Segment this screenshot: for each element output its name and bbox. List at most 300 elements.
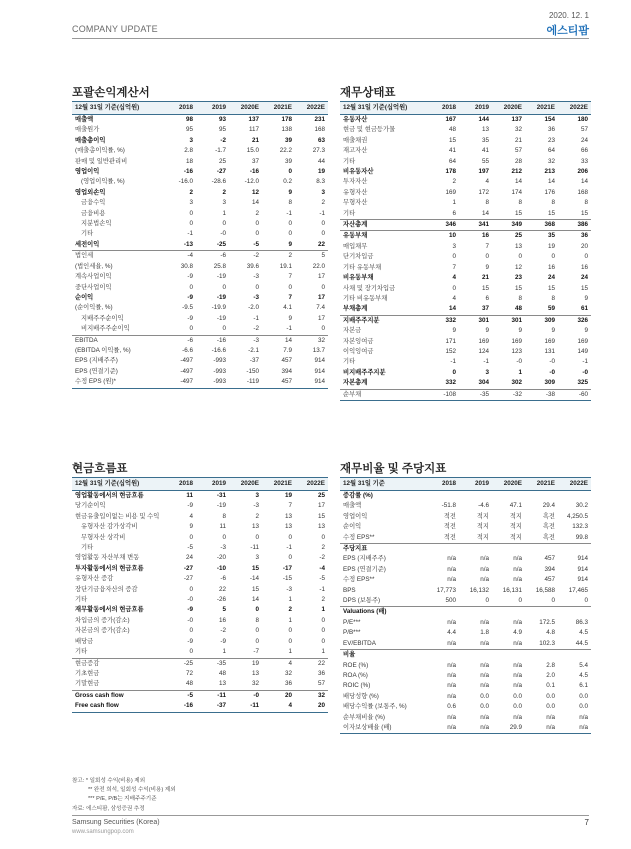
value-cell: n/a xyxy=(459,723,492,734)
value-cell: 0 xyxy=(222,283,226,291)
value-cell: 14 xyxy=(580,178,588,186)
value-cell: 123 xyxy=(511,347,522,355)
value-cell: 6 xyxy=(485,294,489,302)
value-cell: 9 xyxy=(288,240,292,248)
value-cell: 57 xyxy=(580,126,588,134)
table-row xyxy=(340,618,591,628)
value-cell: 457 xyxy=(281,357,292,365)
table-row xyxy=(72,303,328,313)
table-row xyxy=(340,533,591,544)
value-cell: -27 xyxy=(183,575,193,583)
value-cell: 16,588 xyxy=(535,586,555,594)
value-cell: 14 xyxy=(481,209,489,217)
value-cell: 326 xyxy=(558,315,591,326)
value-cell: 7 xyxy=(288,273,292,281)
value-cell: n/a xyxy=(426,723,459,734)
table-row xyxy=(72,658,328,669)
value-cell: 11 xyxy=(219,523,226,531)
row-label: 판매 및 일반관리비 xyxy=(75,157,128,165)
value-cell: 24 xyxy=(185,554,193,562)
value-cell: -6.6 xyxy=(182,346,193,354)
value-cell: -16 xyxy=(163,701,196,712)
row-label: 투자활동에서의 현금흐름 xyxy=(75,564,144,572)
value-cell: -150 xyxy=(246,367,259,375)
table-row xyxy=(340,188,591,198)
value-cell: 302 xyxy=(511,379,522,387)
value-cell: 25.8 xyxy=(213,262,226,270)
row-label: EV/EBITDA xyxy=(343,639,376,647)
value-cell: 39 xyxy=(284,136,292,144)
table-row xyxy=(72,595,328,605)
row-label: 기타 xyxy=(75,596,88,604)
value-cell: 23 xyxy=(514,274,522,282)
value-cell xyxy=(558,544,591,555)
value-cell: 적지 xyxy=(509,523,522,531)
value-cell: 21 xyxy=(514,136,522,144)
value-cell: -15 xyxy=(282,575,292,583)
value-cell: 9 xyxy=(518,327,522,335)
value-cell: -13 xyxy=(183,240,193,248)
value-cell: 25 xyxy=(317,492,325,499)
value-cell xyxy=(558,650,591,661)
value-cell: 14 xyxy=(251,199,259,207)
table-row xyxy=(340,220,591,231)
value-cell: 4.5 xyxy=(579,629,588,637)
value-cell: 9 xyxy=(551,327,555,335)
value-cell: 914 xyxy=(314,357,325,365)
value-cell: -26 xyxy=(216,596,226,604)
value-cell: -11 xyxy=(229,701,262,712)
value-cell: 32 xyxy=(295,690,328,701)
value-cell: 16 xyxy=(580,263,588,271)
row-label: 유형자산 증감 xyxy=(75,575,114,583)
table-row xyxy=(340,263,591,273)
value-cell: 17 xyxy=(317,502,325,510)
row-label: 기타 xyxy=(81,230,94,238)
value-cell: 0 xyxy=(288,533,292,541)
value-cell: 0 xyxy=(288,220,292,228)
row-label: 매입채무 xyxy=(343,242,368,250)
table-row xyxy=(72,346,328,356)
row-label: 비지배주주순이익 xyxy=(81,325,130,333)
table-row xyxy=(340,252,591,262)
value-cell: 0.1 xyxy=(546,682,555,690)
value-cell: 309 xyxy=(525,315,558,326)
footnote-2: ** 완전 희석, 일회성 수익(비용) 제외 xyxy=(88,786,176,793)
value-cell: 적지 xyxy=(476,523,489,531)
table-row xyxy=(72,335,328,346)
row-label: 법인세 xyxy=(72,251,163,262)
value-cell: 8 xyxy=(222,512,226,520)
value-cell: -108 xyxy=(426,389,459,400)
value-cell: -3 xyxy=(229,335,262,346)
row-label: 유형자산 xyxy=(343,188,368,196)
value-cell: 4 xyxy=(262,701,295,712)
value-cell: 0 xyxy=(321,283,325,291)
value-cell: 48 xyxy=(514,305,522,313)
value-cell: 8 xyxy=(518,199,522,207)
row-label: BPS xyxy=(343,586,356,594)
value-cell: 2.0 xyxy=(546,671,555,679)
row-label: 현금증감 xyxy=(72,658,163,669)
value-cell: 4.4 xyxy=(447,629,456,637)
value-cell: 13 xyxy=(481,126,489,134)
value-cell: 17,465 xyxy=(568,586,588,594)
row-label: (순이익률, %) xyxy=(75,304,113,312)
table-row xyxy=(72,229,328,239)
table-row xyxy=(340,713,591,723)
row-label: 장단기금융자산의 증감 xyxy=(75,585,138,593)
row-label: 금융수익 xyxy=(81,199,106,207)
value-cell: 206 xyxy=(577,168,588,176)
value-cell: 914 xyxy=(314,367,325,375)
value-cell: n/a xyxy=(513,618,522,626)
value-cell: 0 xyxy=(321,637,325,645)
value-cell: 0 xyxy=(222,533,226,541)
value-cell: n/a xyxy=(513,555,522,563)
table-row xyxy=(340,491,591,502)
row-label: 유형자산 감가상각비 xyxy=(81,523,138,531)
header-year-cell: 2021E xyxy=(525,478,558,491)
value-cell: 1 xyxy=(222,209,226,217)
value-cell: 213 xyxy=(544,168,555,176)
value-cell: 22 xyxy=(295,658,328,669)
row-label: ROIC (%) xyxy=(343,682,371,690)
value-cell: 22 xyxy=(317,240,325,248)
value-cell xyxy=(426,607,459,618)
value-cell: -1 xyxy=(286,325,292,333)
row-label: 증감률 (%) xyxy=(343,492,373,499)
value-cell: -19 xyxy=(216,502,226,510)
value-cell: 30.8 xyxy=(180,262,193,270)
value-cell: 137 xyxy=(511,116,522,123)
row-label: 수정 EPS** xyxy=(343,533,375,541)
value-cell: n/a xyxy=(546,713,555,721)
value-cell xyxy=(492,607,525,618)
row-label: 비유동부채 xyxy=(343,274,374,282)
footer-url: www.samsungpop.com xyxy=(72,829,134,835)
value-cell: 0 xyxy=(584,597,588,605)
row-label: (매출총이익률, %) xyxy=(75,147,125,155)
row-label: 배당수익률 (보통주, %) xyxy=(343,703,407,711)
value-cell xyxy=(459,650,492,661)
value-cell: 15 xyxy=(317,512,325,520)
value-cell: 167 xyxy=(445,116,456,123)
value-cell: 15 xyxy=(547,284,555,292)
value-cell: 2 xyxy=(255,209,259,217)
value-cell: 17 xyxy=(317,293,325,301)
value-cell: 55 xyxy=(481,157,489,165)
value-cell: 9 xyxy=(288,188,292,196)
value-cell: 301 xyxy=(492,315,525,326)
value-cell: -14 xyxy=(249,575,259,583)
value-cell: -497 xyxy=(180,367,193,375)
value-cell: 1 xyxy=(518,368,522,376)
row-label: 금융비용 xyxy=(81,209,106,217)
header-year-cell: 2018 xyxy=(426,478,459,491)
value-cell: -497 xyxy=(163,377,196,388)
value-cell: n/a xyxy=(447,713,456,721)
row-label: 자산총계 xyxy=(340,220,426,231)
table-row xyxy=(340,136,591,146)
value-cell: -12.0 xyxy=(244,178,259,186)
value-cell: 0.0 xyxy=(513,703,522,711)
value-cell: 17 xyxy=(317,273,325,281)
value-cell: 132.3 xyxy=(572,523,588,531)
table-row xyxy=(72,701,328,712)
value-cell: n/a xyxy=(480,671,489,679)
value-cell: 7 xyxy=(288,293,292,301)
value-cell: 15.0 xyxy=(246,147,259,155)
value-cell: 0 xyxy=(288,168,292,176)
header-label-cell: 12월 31일 기준(십억원) xyxy=(72,478,163,491)
row-label: 세전이익 xyxy=(75,240,100,248)
table-row xyxy=(72,209,328,219)
value-cell: 적전 xyxy=(443,523,456,531)
row-label: Free cash flow xyxy=(72,701,163,712)
value-cell: 23 xyxy=(547,136,555,144)
table-row xyxy=(340,702,591,712)
row-label: 기타 xyxy=(75,648,88,656)
table-row xyxy=(72,125,328,135)
value-cell: 4.8 xyxy=(546,629,555,637)
value-cell: 33 xyxy=(580,157,588,165)
value-cell: 16 xyxy=(459,231,492,242)
row-label: Gross cash flow xyxy=(72,690,163,701)
value-cell: 12 xyxy=(251,188,259,196)
value-cell: 0 xyxy=(189,648,193,656)
value-cell: 3 xyxy=(255,554,259,562)
row-label: 재무활동에서의 현금흐름 xyxy=(75,606,144,614)
value-cell xyxy=(558,491,591,502)
value-cell: -993 xyxy=(213,367,226,375)
value-cell: -5 xyxy=(253,240,259,248)
row-label: 자본금의 증가(감소) xyxy=(75,627,130,635)
table-row xyxy=(340,661,591,671)
row-label: 매출총이익 xyxy=(75,136,106,144)
row-label: 주당지표 xyxy=(340,544,426,555)
row-label: 현금 및 현금등가물 xyxy=(343,126,396,134)
value-cell: 0 xyxy=(452,284,456,292)
value-cell: n/a xyxy=(513,576,522,584)
value-cell: 8 xyxy=(551,199,555,207)
row-label: Valuations (배) xyxy=(340,607,426,618)
row-label: 부채총계 xyxy=(343,305,368,313)
table-row xyxy=(72,543,328,553)
row-label: 기말현금 xyxy=(75,680,100,688)
table-row xyxy=(340,628,591,638)
value-cell: 41 xyxy=(448,147,456,155)
value-cell: -6 xyxy=(163,335,196,346)
table-row xyxy=(72,626,328,636)
value-cell: -1 xyxy=(253,314,259,322)
value-cell: 64 xyxy=(547,147,555,155)
value-cell: 32 xyxy=(284,669,292,677)
row-label: 배당금 xyxy=(75,637,94,645)
value-cell: 1 xyxy=(321,648,325,656)
value-cell: -993 xyxy=(196,377,229,388)
value-cell: -2 xyxy=(220,136,226,144)
value-cell: 32 xyxy=(295,335,328,346)
value-cell: -10 xyxy=(216,564,226,572)
value-cell: -0 xyxy=(516,358,522,366)
table-row xyxy=(340,639,591,650)
value-cell: 35 xyxy=(525,231,558,242)
value-cell: 349 xyxy=(492,220,525,231)
header-divider xyxy=(72,38,589,39)
value-cell: 1 xyxy=(321,606,325,614)
table-row xyxy=(72,157,328,167)
value-cell: -3 xyxy=(253,293,259,301)
value-cell: 15 xyxy=(514,209,522,217)
value-cell: 0 xyxy=(321,533,325,541)
value-cell: 0 xyxy=(255,637,259,645)
value-cell: 9 xyxy=(584,294,588,302)
value-cell: 적전 xyxy=(443,512,456,520)
row-label: 지배주주순이익 xyxy=(81,314,124,322)
table-row xyxy=(340,157,591,167)
value-cell: 적지 xyxy=(509,533,522,541)
value-cell: 500 xyxy=(445,597,456,605)
header-year-cell: 2019 xyxy=(459,102,492,115)
value-cell: -1 xyxy=(319,209,325,217)
table-row xyxy=(72,146,328,156)
value-cell: 20 xyxy=(295,701,328,712)
value-cell: -0 xyxy=(229,690,262,701)
value-cell: 0 xyxy=(255,533,259,541)
value-cell: -3 xyxy=(286,585,292,593)
cash-flow-table xyxy=(72,477,328,713)
value-cell: n/a xyxy=(480,555,489,563)
value-cell: 0 xyxy=(321,325,325,333)
row-label: 기타 유동부채 xyxy=(343,263,382,271)
value-cell: 15 xyxy=(448,136,456,144)
value-cell: 21 xyxy=(251,136,259,144)
value-cell: 1 xyxy=(222,648,226,656)
header-label-cell: 12월 31일 기준(십억원) xyxy=(340,102,426,115)
value-cell: n/a xyxy=(513,671,522,679)
value-cell: 8.3 xyxy=(316,178,325,186)
row-label: 무형자산 xyxy=(343,199,368,207)
value-cell: n/a xyxy=(480,639,489,647)
value-cell: -2.0 xyxy=(248,304,259,312)
table-row xyxy=(72,679,328,690)
table-row xyxy=(72,669,328,679)
table-row xyxy=(340,284,591,294)
value-cell: 0 xyxy=(255,220,259,228)
row-label: 영업이익 xyxy=(343,512,368,520)
value-cell: -17 xyxy=(282,564,292,572)
value-cell: 21 xyxy=(481,274,489,282)
header-year-cell: 2022E xyxy=(295,478,328,491)
value-cell: 212 xyxy=(511,168,522,176)
value-cell: 394 xyxy=(281,367,292,375)
table-row xyxy=(72,377,328,388)
row-label: 영업활동 자산부채 변동 xyxy=(75,554,140,562)
header-year-cell: 2020E xyxy=(229,478,262,491)
value-cell: 적전 xyxy=(443,533,456,541)
value-cell: -16 xyxy=(196,335,229,346)
value-cell: 914 xyxy=(577,576,588,584)
value-cell: 9 xyxy=(584,327,588,335)
value-cell: 172 xyxy=(478,188,489,196)
row-label: 비지배주주지분 xyxy=(343,368,386,376)
value-cell: 4 xyxy=(452,274,456,282)
value-cell: 231 xyxy=(314,116,325,123)
value-cell: 0 xyxy=(288,627,292,635)
value-cell: -7 xyxy=(253,648,259,656)
table-row xyxy=(72,115,328,126)
value-cell: 8 xyxy=(485,199,489,207)
table-row xyxy=(340,565,591,575)
value-cell: -0 xyxy=(549,358,555,366)
value-cell: 154 xyxy=(544,116,555,123)
value-cell: -35 xyxy=(459,389,492,400)
value-cell: 0 xyxy=(584,253,588,261)
value-cell: 3 xyxy=(485,368,489,376)
table-row xyxy=(72,605,328,615)
value-cell: 19 xyxy=(547,242,555,250)
value-cell: 368 xyxy=(525,220,558,231)
header-year-cell: 2019 xyxy=(196,478,229,491)
value-cell: -2 xyxy=(229,251,262,262)
value-cell: -19 xyxy=(216,293,226,301)
table-row xyxy=(72,647,328,658)
table-row xyxy=(340,671,591,681)
value-cell: 24 xyxy=(580,136,588,144)
value-cell: 178 xyxy=(281,116,292,123)
value-cell: 152 xyxy=(445,347,456,355)
value-cell: 17 xyxy=(317,314,325,322)
value-cell: -2 xyxy=(319,554,325,562)
table-row xyxy=(72,491,328,502)
value-cell: 4.5 xyxy=(579,671,588,679)
value-cell: 14 xyxy=(547,178,555,186)
table-row xyxy=(72,501,328,511)
table-row xyxy=(340,650,591,661)
row-label: 계속사업이익 xyxy=(75,273,112,281)
value-cell: -19 xyxy=(216,273,226,281)
value-cell: 13 xyxy=(284,512,292,520)
row-label: 기타 비유동부채 xyxy=(343,294,388,302)
value-cell: n/a xyxy=(525,723,558,734)
header-year-cell: 2020E xyxy=(492,102,525,115)
table-row xyxy=(340,544,591,555)
value-cell: -497 xyxy=(180,357,193,365)
value-cell: -16 xyxy=(249,168,259,176)
value-cell: 47.1 xyxy=(509,502,522,510)
value-cell: -9 xyxy=(187,293,193,301)
value-cell: 0 xyxy=(288,230,292,238)
value-cell: 0 xyxy=(189,325,193,333)
value-cell: 7 xyxy=(288,502,292,510)
value-cell: 24 xyxy=(547,274,555,282)
value-cell: -35 xyxy=(196,658,229,669)
value-cell: n/a xyxy=(558,723,591,734)
value-cell: 3 xyxy=(222,199,226,207)
value-cell: 0.0 xyxy=(579,703,588,711)
table-row xyxy=(340,378,591,389)
value-cell: 180 xyxy=(577,116,588,123)
row-label: 영업외손익 xyxy=(75,188,106,196)
header-left-label: COMPANY UPDATE xyxy=(72,24,158,34)
value-cell xyxy=(426,544,459,555)
row-label: 이익잉여금 xyxy=(343,347,374,355)
row-label: 유동자산 xyxy=(343,116,368,123)
value-cell: 57 xyxy=(317,680,325,688)
row-label: EPS (연결기준) xyxy=(343,565,386,573)
value-cell: 44.5 xyxy=(575,639,588,647)
